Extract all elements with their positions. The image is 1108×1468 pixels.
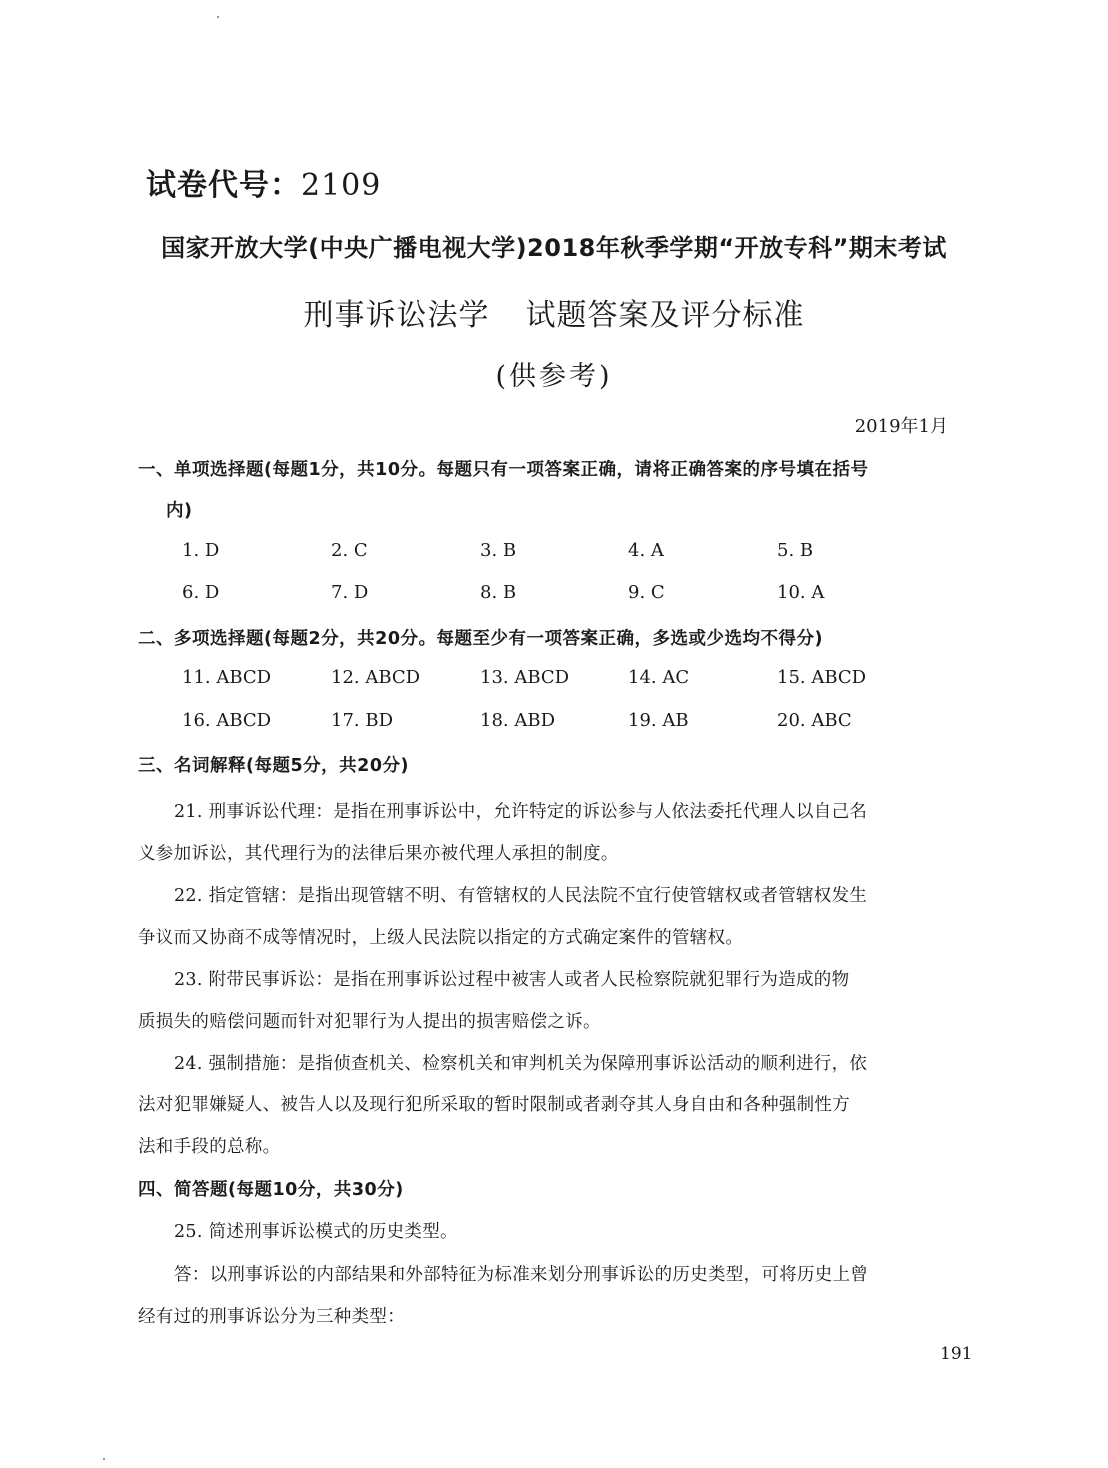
definition-line: 法和手段的总称。 [138,1137,281,1157]
answer-item: 1. D [182,540,220,561]
question-text: 25. 简述刑事诉讼模式的历史类型。 [174,1222,458,1242]
answer-item: 17. BD [331,710,394,731]
answer-item: 6. D [182,582,220,603]
paper-code [146,160,381,204]
definition-line: 21. 刑事诉讼代理：是指在刑事诉讼中，允许特定的诉讼参与人依法委托代理人以自己名 [174,802,868,822]
paper-code-label: 试卷代号： [146,168,301,203]
answer-item: 15. ABCD [777,667,867,688]
section4-heading: 四、简答题(每题10分，共30分) [138,1180,404,1200]
answer-item: 5. B [777,540,814,561]
answer-item: 11. ABCD [182,667,272,688]
answer-item: 13. ABCD [480,667,570,688]
definition-line: 质损失的赔偿问题而针对犯罪行为人提出的损害赔偿之诉。 [138,1012,601,1032]
page-number: 191 [940,1344,973,1364]
answer-item: 12. ABCD [331,667,421,688]
section1-heading-continued: 内) [166,501,193,521]
scan-speck [103,1458,105,1460]
answer-text-line: 经有过的刑事诉讼分为三种类型： [138,1307,405,1327]
course-name: 刑事诉讼法学 [303,298,490,333]
answer-text-line: 答：以刑事诉讼的内部结果和外部特征为标准来划分刑事诉讼的历史类型，可将历史上曾 [174,1265,869,1285]
answer-item: 2. C [331,540,368,561]
answer-item: 14. AC [628,667,690,688]
answer-item: 3. B [480,540,517,561]
definition-line: 法对犯罪嫌疑人、被告人以及现行犯所采取的暂时限制或者剥夺其人身自由和各种强制性方 [138,1095,850,1115]
answer-item: 7. D [331,582,369,603]
answer-item: 19. AB [628,710,689,731]
document-title [0,290,1108,334]
answer-item: 8. B [480,582,517,603]
section2-heading: 二、多项选择题(每题2分，共20分。每题至少有一项答案正确，多选或少选均不得分) [138,629,824,649]
document-date: 2019年1月 [854,416,948,437]
definition-line: 23. 附带民事诉讼：是指在刑事诉讼过程中被害人或者人民检察院就犯罪行为造成的物 [174,970,850,990]
exam-title: 国家开放大学(中央广播电视大学)2018年秋季学期“开放专科”期末考试 [161,234,947,262]
section3-heading: 三、名词解释(每题5分，共20分) [138,756,410,776]
paper-code-value: 2109 [301,168,382,203]
definition-line: 22. 指定管辖：是指出现管辖不明、有管辖权的人民法院不宜行使管辖权或者管辖权发生 [174,886,868,906]
definition-line: 争议而又协商不成等情况时，上级人民法院以指定的方式确定案件的管辖权。 [138,928,744,948]
answer-item: 10. A [777,582,825,603]
scan-speck [217,16,219,18]
answer-item: 18. ABD [480,710,556,731]
definition-line: 24. 强制措施：是指侦查机关、检察机关和审判机关为保障刑事诉讼活动的顺利进行，依 [174,1054,868,1074]
answer-item: 20. ABC [777,710,852,731]
section1-heading: 一、单项选择题(每题1分，共10分。每题只有一项答案正确，请将正确答案的序号填在括号 [138,460,869,480]
document-subtitle: (供参考) [495,361,613,392]
document-type: 试题答案及评分标准 [525,298,805,333]
answer-item: 9. C [628,582,665,603]
answer-item: 16. ABCD [182,710,272,731]
answer-item: 4. A [628,540,664,561]
definition-line: 义参加诉讼，其代理行为的法律后果亦被代理人承担的制度。 [138,844,619,864]
